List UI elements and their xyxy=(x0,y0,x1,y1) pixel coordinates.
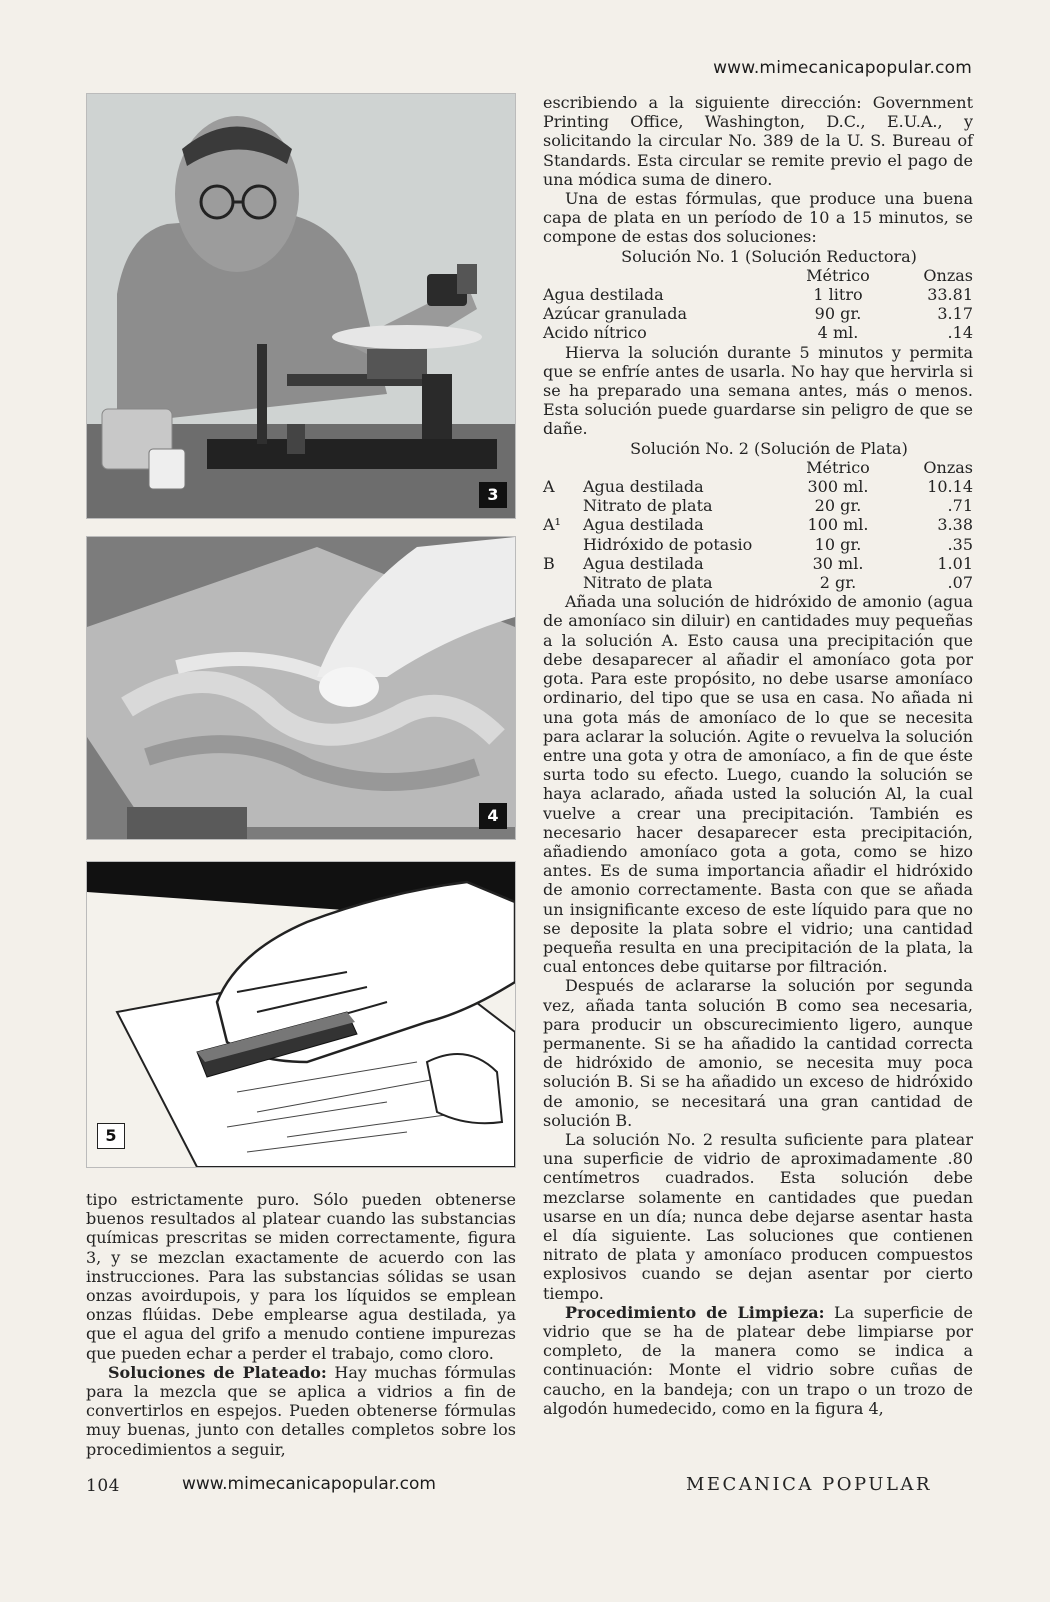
metric-value: 10 gr. xyxy=(814,534,862,554)
column-header-ounces: Onzas xyxy=(923,457,973,477)
solution-1-table xyxy=(543,266,973,343)
table-row xyxy=(543,535,973,554)
ounce-value: .71 xyxy=(947,496,973,516)
table-row xyxy=(543,304,973,323)
figure-4-photo xyxy=(86,536,516,840)
paragraph: Añada una solución de hidróxido de amonio (agua de amoníaco sin diluir) en cantidades muy pequeñas a la solución A. Esto causa una precipitación que debe desaparecer al añadir el amoníaco gota por gota. Para este propósito, no debe usarse amoníaco ordinario, del tipo que se usa en casa. No añada ni una gota más de amoníaco de lo que se necesita para aclarar la solución. Agite o revuelva la solución entre una gota y otra de amoníaco, a fin de que éste surta todo su efecto. Luego, cuando la solución se haya aclarado, añada usted la solución Al, la cual vuelve a crear una precipitación. También es necesario hacer desaparecer esta precipitación, añadiendo amoníaco gota a gota, como se hizo antes. Es de suma importancia añadir el hidróxido de amonio correctamente. Basta con que se añada un insignificante exceso de este líquido para que no se deposite la plata sobre el vidrio; una cantidad pequeña resulta en una precipitación de la plata, la cual entonces debe quitarse por filtración. xyxy=(543,592,973,977)
ounce-value: 1.01 xyxy=(937,553,973,573)
ingredient: Nitrato de plata xyxy=(583,496,713,516)
right-column xyxy=(543,93,973,1418)
ounce-value: .35 xyxy=(947,534,973,554)
figure-number-3: 3 xyxy=(479,482,507,508)
metric-value: 100 ml. xyxy=(807,515,869,535)
ounce-value: .14 xyxy=(947,323,973,343)
table-row xyxy=(543,496,973,515)
paragraph: Después de aclararse la solución por segunda vez, añada tanta solución B como sea necesaria, para producir un obscurecimiento ligero, aunque permanente. Si se ha añadido la cantidad correcta de hidróxido de amonio, se necesita muy poca solución B. Si se ha añadido un exceso de hidróxido de amonio, se necesitará una gran cantidad de solución B. xyxy=(543,976,973,1130)
table-row xyxy=(543,515,973,534)
ounce-value: 3.38 xyxy=(937,515,973,535)
metric-value: 300 ml. xyxy=(807,477,869,497)
magazine-name: MECANICA POPULAR xyxy=(685,1474,932,1495)
table-row xyxy=(543,477,973,496)
solution-key xyxy=(543,573,583,592)
ounce-value: 33.81 xyxy=(927,285,973,305)
metric-value: 2 gr. xyxy=(819,573,857,593)
ounce-value: .07 xyxy=(947,573,973,593)
metric-value: 30 ml. xyxy=(812,553,864,573)
paragraph xyxy=(86,1363,516,1459)
metric-value: 1 litro xyxy=(813,285,863,305)
ingredient: Agua destilada xyxy=(583,553,704,573)
ingredient: Azúcar granulada xyxy=(543,304,687,324)
paragraph: Hierva la solución durante 5 minutos y permita que se enfríe antes de usarla. No hay que hervirla si se ha preparado una semana antes, más o menos. Esta solución puede guardarse sin peligro de que se dañe. xyxy=(543,342,973,439)
solution-key: A xyxy=(543,477,555,497)
sharpening-stone-drawing xyxy=(87,862,515,1167)
solution-key xyxy=(543,535,583,554)
figure-3-photo xyxy=(86,93,516,519)
paragraph-text: Hay muchas fórmulas para la mezcla que se aplica a vidrios a fin de convertirlos en espejos. Pueden obtenerse fórmulas muy buenas, junto con detalles completos sobre los procedimientos a seguir, xyxy=(86,1362,517,1459)
paragraph xyxy=(543,1303,973,1418)
paragraph: tipo estrictamente puro. Sólo pueden obtenerse buenos resultados al platear cuando las substancias químicas prescritas se miden correctamente, figura 3, y se mezclan exactamente de acuerdo con las instrucciones. Para las substancias sólidas se usan onzas avoirdupois, y para los líquidos se emplean onzas flúidas. Debe emplearse agua destilada, ya que el agua del grifo a menudo contiene impurezas que pueden echar a perder el trabajo, como cloro. xyxy=(86,1190,516,1363)
paragraph: Una de estas fórmulas, que produce una buena capa de plata en un período de 10 a 15 minutos, se compone de estas dos soluciones: xyxy=(543,189,973,247)
section-heading: Procedimiento de Limpieza: xyxy=(565,1302,825,1322)
glass-cleaning-illustration xyxy=(87,537,515,839)
table-row xyxy=(543,554,973,573)
column-header-ounces: Onzas xyxy=(923,265,973,285)
solution-2-title: Solución No. 2 (Solución de Plata) xyxy=(630,438,908,458)
ingredient: Nitrato de plata xyxy=(583,573,713,593)
watermark-bottom: www.mimecanicapopular.com xyxy=(182,1474,436,1494)
solution-key: B xyxy=(543,553,555,573)
ingredient: Agua destilada xyxy=(583,515,704,535)
solution-key: A¹ xyxy=(543,515,561,535)
scale-illustration xyxy=(87,94,515,518)
left-column xyxy=(86,1190,516,1459)
metric-value: 4 ml. xyxy=(817,323,859,343)
paragraph: La solución No. 2 resulta suficiente para platear una superficie de vidrio de aproximadamente .80 centímetros cuadrados. Esta solución debe mezclarse solamente en cantidades que puedan usarse en un día; nunca debe dejarse asentar hasta el día siguiente. Las soluciones que contienen nitrato de plata y amoníaco producen compuestos explosivos cuando se dejan asentar por cierto tiempo. xyxy=(543,1129,973,1303)
section-heading: Soluciones de Plateado: xyxy=(108,1362,327,1382)
figure-number-4: 4 xyxy=(479,803,507,829)
table-row xyxy=(543,323,973,342)
solution-2-table xyxy=(543,458,973,592)
watermark-top: www.mimecanicapopular.com xyxy=(713,58,972,78)
ingredient: Agua destilada xyxy=(543,285,664,305)
metric-value: 90 gr. xyxy=(814,304,862,324)
ingredient: Agua destilada xyxy=(583,477,704,497)
solution-key xyxy=(543,496,583,515)
figure-number-5: 5 xyxy=(97,1123,125,1149)
paragraph-text: La superficie de vidrio que se ha de platear debe limpiarse por completo, de la manera como se indica a continuación: Monte el vidrio sobre cuñas de caucho, en la bandeja; con un trapo o un trozo de algodón humedecido, como en la figura 4, xyxy=(543,1302,973,1418)
column-header-metric: Métrico xyxy=(806,265,870,285)
table-row xyxy=(543,573,973,592)
solution-1-title: Solución No. 1 (Solución Reductora) xyxy=(621,246,917,266)
column-header-metric: Métrico xyxy=(806,457,870,477)
ingredient: Acido nítrico xyxy=(543,323,647,343)
page-number: 104 xyxy=(86,1476,120,1496)
figure-5-illustration xyxy=(86,861,516,1168)
ounce-value: 10.14 xyxy=(927,477,973,497)
paragraph: escribiendo a la siguiente dirección: Government Printing Office, Washington, D.C., E.U.A., y solicitando la circular No. 389 de la U. S. Bureau of Standards. Esta circular se remite previo el pago de una módica suma de dinero. xyxy=(543,93,973,189)
ingredient: Hidróxido de potasio xyxy=(583,534,753,554)
ounce-value: 3.17 xyxy=(937,304,973,324)
table-row xyxy=(543,285,973,304)
metric-value: 20 gr. xyxy=(814,496,862,516)
